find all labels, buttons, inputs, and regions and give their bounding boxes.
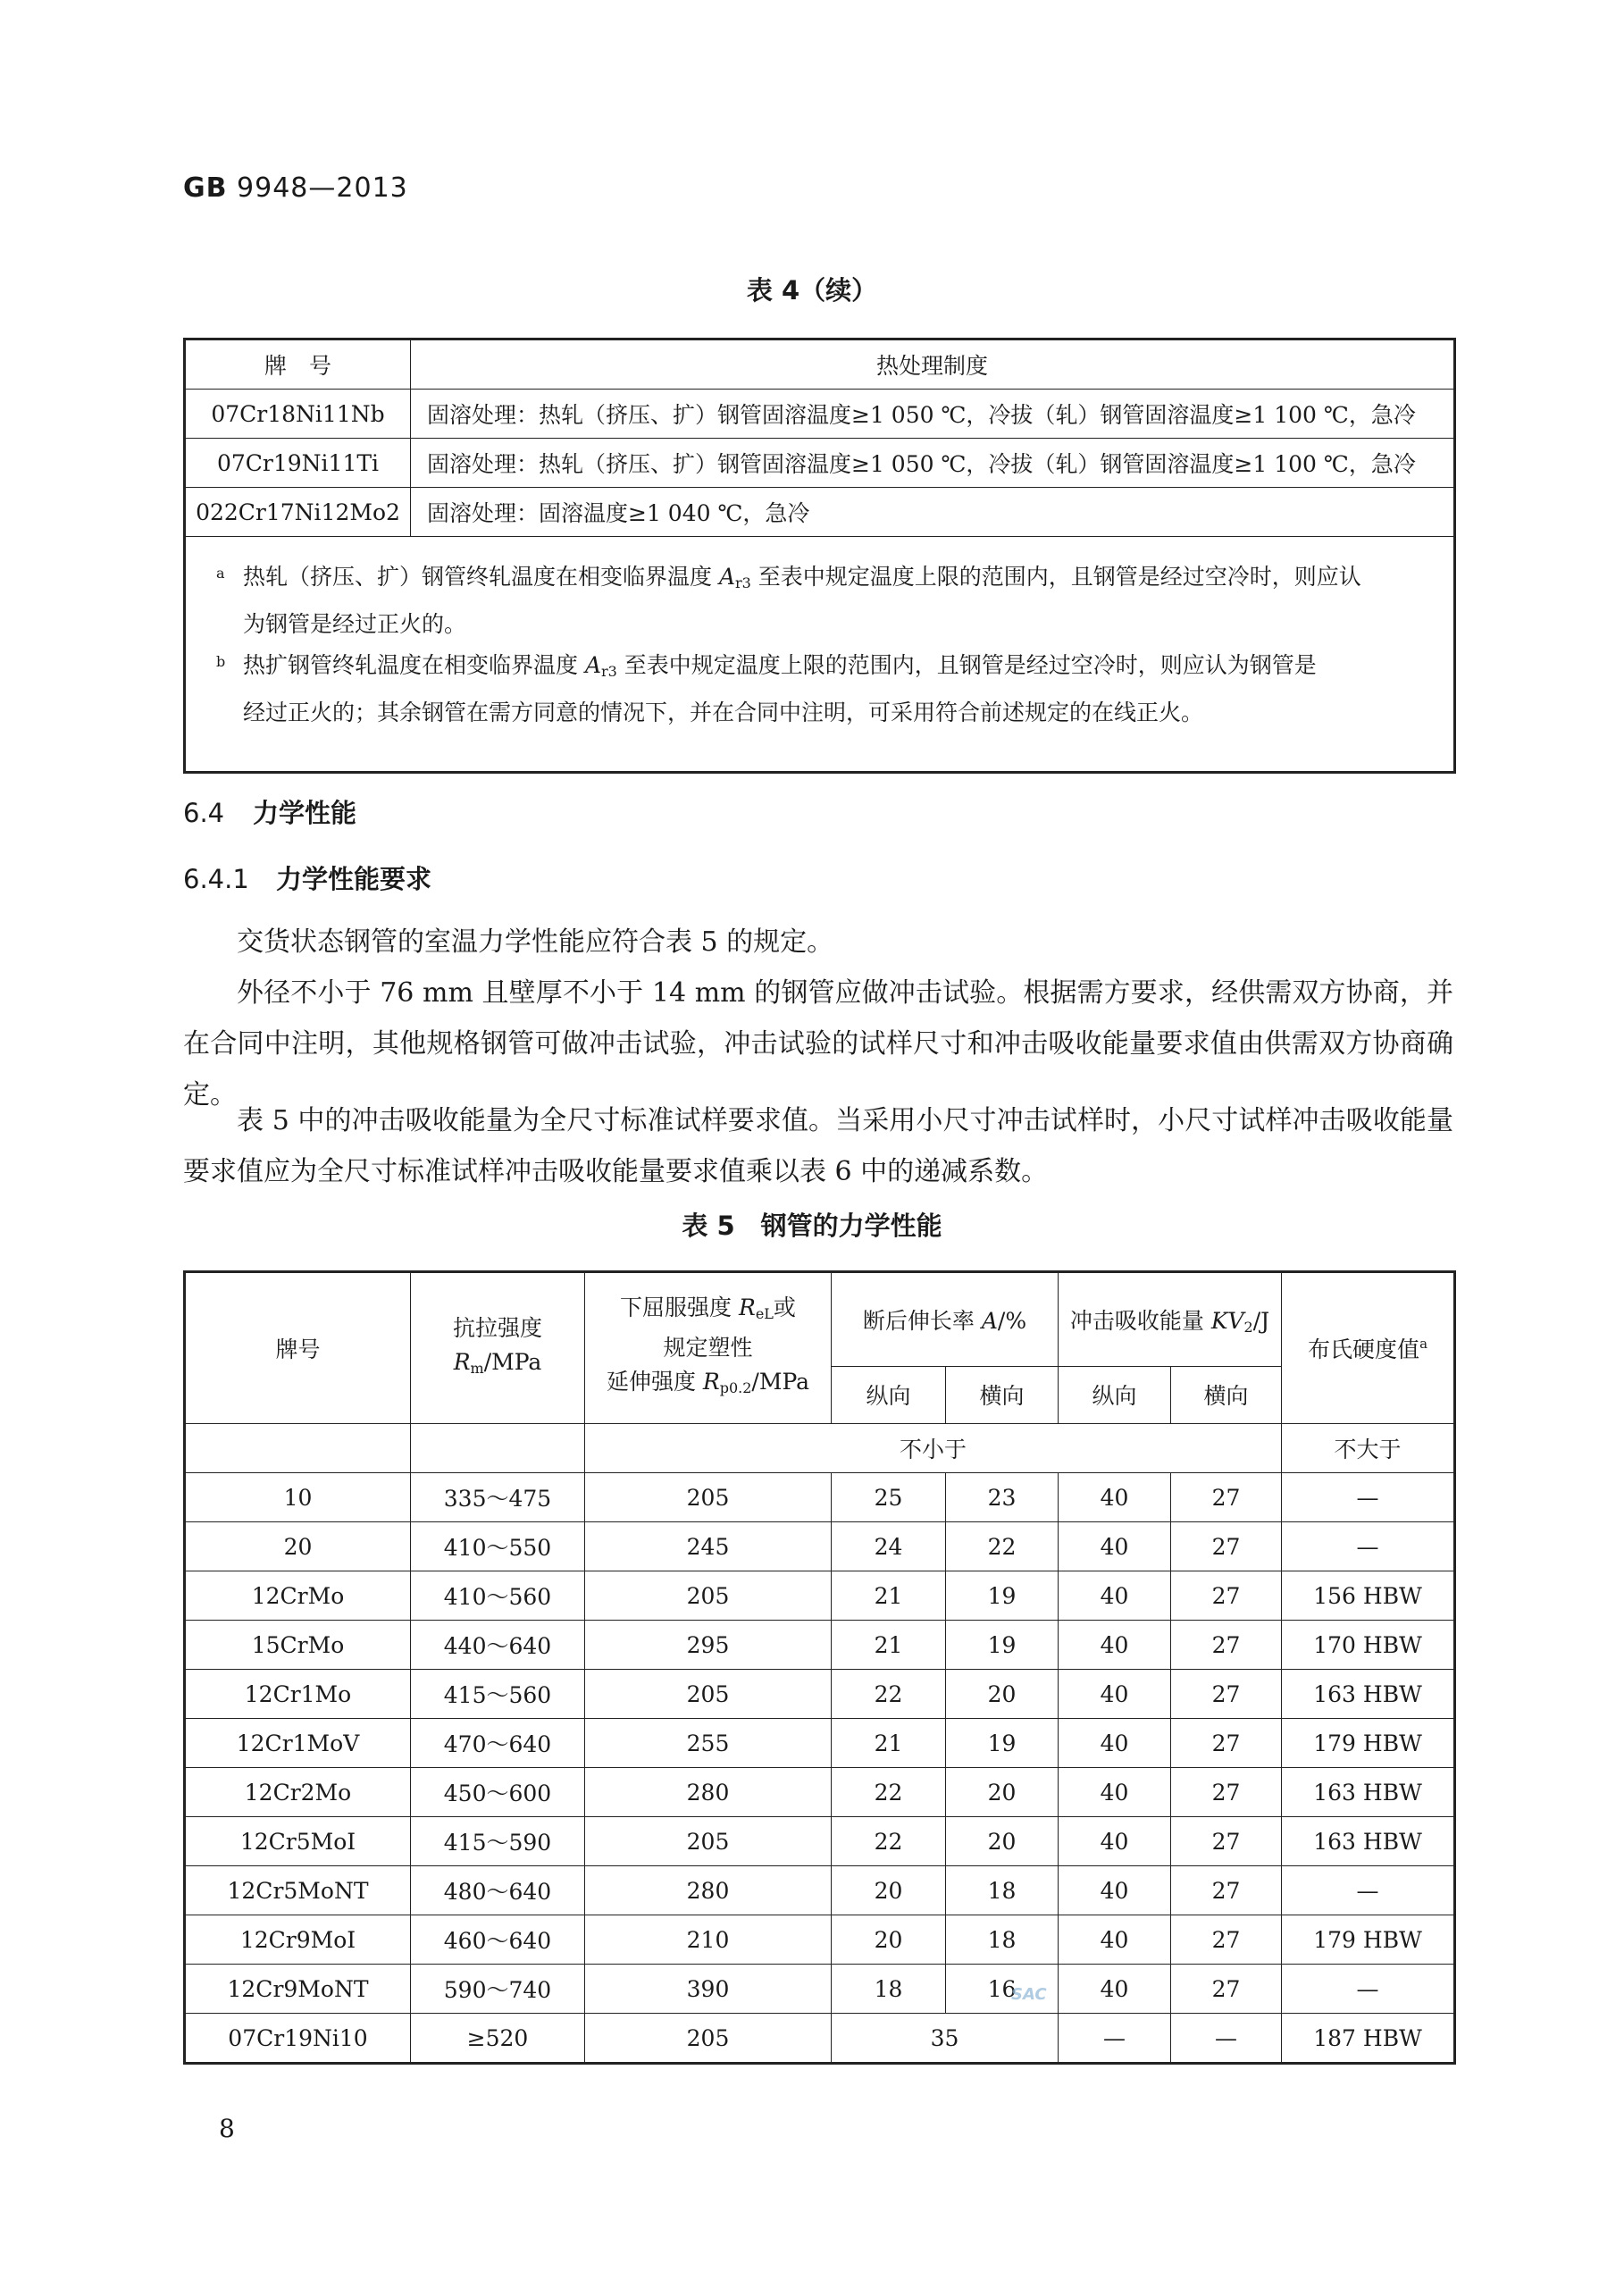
table4-col-grade: 牌 号 bbox=[185, 339, 411, 390]
elong-t-cell: 18 bbox=[946, 1866, 1059, 1915]
unit-label: /J bbox=[1252, 1307, 1270, 1334]
elong-l-cell: 21 bbox=[832, 1621, 946, 1670]
table4-notes-row bbox=[185, 537, 1455, 773]
table-row bbox=[185, 1719, 1455, 1768]
tensile-spacer bbox=[411, 1424, 585, 1473]
impact-t-cell: 27 bbox=[1171, 1571, 1282, 1621]
table5-col-tensile bbox=[411, 1272, 585, 1424]
elong-l-cell: 22 bbox=[832, 1768, 946, 1817]
table5-col-elongation bbox=[832, 1272, 1059, 1367]
elong-longitudinal: 纵向 bbox=[832, 1366, 946, 1423]
unit-label: /% bbox=[997, 1307, 1027, 1334]
tensile-cell: ≥520 bbox=[411, 2014, 585, 2064]
grade-cell: 12Cr9MoNT bbox=[185, 1965, 411, 2014]
table-row bbox=[185, 1670, 1455, 1719]
tensile-cell: 335～475 bbox=[411, 1473, 585, 1522]
impact-t-cell: 27 bbox=[1171, 1719, 1282, 1768]
unit-label: /MPa bbox=[751, 1369, 810, 1395]
tensile-unit-line bbox=[411, 1345, 584, 1386]
elong-l-cell: 18 bbox=[832, 1965, 946, 2014]
elong-t-cell: 16 bbox=[946, 1965, 1059, 2014]
symbol-subscript: r3 bbox=[601, 663, 617, 680]
table-row bbox=[185, 1965, 1455, 2014]
symbol-subscript: 2 bbox=[1243, 1318, 1253, 1336]
hardness-cell: 170 HBW bbox=[1282, 1621, 1455, 1670]
yield-cell: 390 bbox=[585, 1965, 832, 2014]
elong-l-cell: 20 bbox=[832, 1866, 946, 1915]
grade-cell: 12Cr1MoV bbox=[185, 1719, 411, 1768]
footnote-b-text: 热扩钢管终轧温度在相变临界温度 bbox=[243, 652, 585, 678]
yield-line-3 bbox=[585, 1365, 831, 1405]
table-row bbox=[185, 2014, 1455, 2064]
grade-cell: 07Cr18Ni11Nb bbox=[185, 390, 411, 439]
grade-cell: 12Cr1Mo bbox=[185, 1670, 411, 1719]
yield-label: 下屈服强度 bbox=[620, 1295, 739, 1320]
table-row bbox=[185, 1522, 1455, 1571]
paragraph-1: 交货状态钢管的室温力学性能应符合表 5 的规定。 bbox=[237, 926, 834, 958]
paragraph-3: 表 5 中的冲击吸收能量为全尺寸标准试样要求值。当采用小尺寸冲击试样时，小尺寸试样冲击吸收能量要求值应为全尺寸标准试样冲击吸收能量要求值乘以表 6 中的递减系数。 bbox=[183, 1105, 1453, 1187]
section-heading-6-4 bbox=[183, 793, 356, 830]
tensile-cell: 410～550 bbox=[411, 1522, 585, 1571]
table-row bbox=[185, 390, 1455, 439]
impact-l-cell: 40 bbox=[1059, 1473, 1171, 1522]
symbol-r: R bbox=[739, 1295, 756, 1320]
table-row bbox=[185, 1571, 1455, 1621]
impact-t-cell: 27 bbox=[1171, 1915, 1282, 1965]
table5-col-hardness bbox=[1282, 1272, 1455, 1424]
impact-l-cell: 40 bbox=[1059, 1719, 1171, 1768]
footnote-b-line2: 经过正火的；其余钢管在需方同意的情况下，并在合同中注明，可采用符合前述规定的在线正火。 bbox=[243, 700, 1204, 725]
impact-t-cell: 27 bbox=[1171, 1817, 1282, 1866]
yield-cell: 205 bbox=[585, 1473, 832, 1522]
table4-caption: 表 4（续） bbox=[746, 275, 878, 306]
elong-t-cell: 20 bbox=[946, 1768, 1059, 1817]
elong-t-cell: 19 bbox=[946, 1719, 1059, 1768]
footnote-b-text-cont: 至表中规定温度上限的范围内，且钢管是经过空冷时，则应认为钢管是 bbox=[616, 652, 1317, 678]
impact-l-cell: — bbox=[1059, 2014, 1171, 2064]
tensile-cell: 590～740 bbox=[411, 1965, 585, 2014]
table-row bbox=[185, 488, 1455, 537]
table5-col-impact bbox=[1059, 1272, 1282, 1367]
impact-l-cell: 40 bbox=[1059, 1571, 1171, 1621]
symbol-r: R bbox=[702, 1369, 720, 1395]
grade-cell: 15CrMo bbox=[185, 1621, 411, 1670]
section-title: 力学性能 bbox=[253, 798, 357, 828]
hardness-cell: — bbox=[1282, 1866, 1455, 1915]
grade-cell: 12Cr2Mo bbox=[185, 1768, 411, 1817]
grade-cell: 12Cr9MoI bbox=[185, 1915, 411, 1965]
symbol-subscript: eL bbox=[755, 1305, 774, 1322]
impact-t-cell: — bbox=[1171, 2014, 1282, 2064]
impact-t-cell: 27 bbox=[1171, 1621, 1282, 1670]
tensile-cell: 470～640 bbox=[411, 1719, 585, 1768]
hardness-cell: — bbox=[1282, 1965, 1455, 2014]
elong-l-cell: 24 bbox=[832, 1522, 946, 1571]
hardness-cell: 163 HBW bbox=[1282, 1670, 1455, 1719]
yield-cell: 205 bbox=[585, 2014, 832, 2064]
impact-t-cell: 27 bbox=[1171, 1473, 1282, 1522]
symbol-subscript: r3 bbox=[735, 574, 751, 591]
yield-cell: 205 bbox=[585, 1571, 832, 1621]
tensile-cell: 440～640 bbox=[411, 1621, 585, 1670]
section-title: 力学性能要求 bbox=[276, 864, 432, 894]
unit-label: /MPa bbox=[483, 1348, 542, 1375]
footnote-a bbox=[216, 557, 1437, 604]
table5-col-yield bbox=[585, 1272, 832, 1424]
impact-l-cell: 40 bbox=[1059, 1670, 1171, 1719]
impact-l-cell: 40 bbox=[1059, 1965, 1171, 2014]
hardness-cell: 163 HBW bbox=[1282, 1768, 1455, 1817]
treatment-cell: 固溶处理：固溶温度≥1 040 ℃，急冷 bbox=[411, 488, 1455, 537]
footnote-a-mark: a bbox=[216, 565, 225, 582]
elong-t-cell: 20 bbox=[946, 1817, 1059, 1866]
impact-longitudinal: 纵向 bbox=[1059, 1366, 1171, 1423]
symbol-subscript: p0.2 bbox=[719, 1379, 752, 1396]
elongation-cell: 35 bbox=[832, 2014, 1059, 2064]
tensile-cell: 410～560 bbox=[411, 1571, 585, 1621]
tensile-cell: 415～590 bbox=[411, 1817, 585, 1866]
table4-header-row bbox=[185, 339, 1455, 390]
watermark-logo: SAC bbox=[1011, 1985, 1047, 2004]
elong-l-cell: 25 bbox=[832, 1473, 946, 1522]
symbol-subscript: m bbox=[470, 1359, 484, 1377]
table4-col-treatment: 热处理制度 bbox=[411, 339, 1455, 390]
symbol-r: R bbox=[453, 1348, 471, 1375]
footnote-a-text: 热轧（挤压、扩）钢管终轧温度在相变临界温度 bbox=[243, 564, 719, 590]
section-number: 6.4 bbox=[183, 798, 225, 828]
table5-header-row-1 bbox=[185, 1272, 1455, 1367]
tensile-label: 抗拉强度 bbox=[452, 1314, 542, 1341]
elong-t-cell: 23 bbox=[946, 1473, 1059, 1522]
hardness-cell: 163 HBW bbox=[1282, 1817, 1455, 1866]
table5-caption: 表 5 钢管的力学性能 bbox=[682, 1211, 942, 1241]
yield-cell: 245 bbox=[585, 1522, 832, 1571]
grade-cell: 10 bbox=[185, 1473, 411, 1522]
hardness-cell: 156 HBW bbox=[1282, 1571, 1455, 1621]
impact-l-cell: 40 bbox=[1059, 1915, 1171, 1965]
grade-spacer bbox=[185, 1424, 411, 1473]
standard-number: GB 9948—2013 bbox=[183, 172, 408, 204]
table-row bbox=[185, 1768, 1455, 1817]
grade-cell: 20 bbox=[185, 1522, 411, 1571]
treatment-cell: 固溶处理：热轧（挤压、扩）钢管固溶温度≥1 050 ℃，冷拔（轧）钢管固溶温度≥1 100 ℃，急冷 bbox=[411, 439, 1455, 488]
elong-t-cell: 19 bbox=[946, 1571, 1059, 1621]
section-number: 6.4.1 bbox=[183, 864, 249, 894]
hardness-cell: 179 HBW bbox=[1282, 1719, 1455, 1768]
footnote-b-mark: b bbox=[216, 653, 226, 670]
grade-cell: 07Cr19Ni10 bbox=[185, 2014, 411, 2064]
table-row bbox=[185, 1915, 1455, 1965]
page-number: 8 bbox=[219, 2114, 235, 2143]
footnote-a-line2: 为钢管是经过正火的。 bbox=[243, 611, 467, 637]
yield-cell: 280 bbox=[585, 1768, 832, 1817]
hardness-cell: 179 HBW bbox=[1282, 1915, 1455, 1965]
not-more-than: 不大于 bbox=[1282, 1424, 1455, 1473]
table5 bbox=[183, 1270, 1456, 2065]
section-heading-6-4-1 bbox=[183, 859, 431, 896]
grade-cell: 022Cr17Ni12Mo2 bbox=[185, 488, 411, 537]
hardness-cell: — bbox=[1282, 1473, 1455, 1522]
tensile-cell: 415～560 bbox=[411, 1670, 585, 1719]
elong-l-cell: 22 bbox=[832, 1817, 946, 1866]
impact-l-cell: 40 bbox=[1059, 1621, 1171, 1670]
yield-cell: 205 bbox=[585, 1817, 832, 1866]
yield-line-2: 规定塑性 bbox=[663, 1335, 753, 1361]
yield-line-1 bbox=[585, 1291, 831, 1331]
table5-col-grade: 牌号 bbox=[185, 1272, 411, 1424]
elong-t-cell: 19 bbox=[946, 1621, 1059, 1670]
table4-notes bbox=[185, 537, 1455, 773]
table-row bbox=[185, 1866, 1455, 1915]
tensile-cell: 480～640 bbox=[411, 1866, 585, 1915]
paragraph-2: 外径不小于 76 mm 且壁厚不小于 14 mm 的钢管应做冲击试验。根据需方要求，经供需双方协商，并在合同中注明，其他规格钢管可做冲击试验，冲击试验的试样尺寸和冲击吸收能量要求值由供需双方协商确定。 bbox=[183, 977, 1453, 1110]
table5-body bbox=[185, 1473, 1455, 2014]
yield-cell: 210 bbox=[585, 1915, 832, 1965]
grade-cell: 12Cr5MoNT bbox=[185, 1866, 411, 1915]
yield-cell: 295 bbox=[585, 1621, 832, 1670]
yield-label-2: 延伸强度 bbox=[606, 1369, 703, 1395]
hardness-cell: — bbox=[1282, 1522, 1455, 1571]
hardness-cell: 187 HBW bbox=[1282, 2014, 1455, 2064]
elong-l-cell: 22 bbox=[832, 1670, 946, 1719]
elong-t-cell: 20 bbox=[946, 1670, 1059, 1719]
elong-l-cell: 20 bbox=[832, 1915, 946, 1965]
footnote-mark: a bbox=[1419, 1336, 1428, 1352]
symbol-a: A bbox=[584, 652, 602, 678]
impact-l-cell: 40 bbox=[1059, 1522, 1171, 1571]
treatment-cell: 固溶处理：热轧（挤压、扩）钢管固溶温度≥1 050 ℃，冷拔（轧）钢管固溶温度≥1 100 ℃，急冷 bbox=[411, 390, 1455, 439]
symbol-a: A bbox=[981, 1307, 998, 1334]
impact-t-cell: 27 bbox=[1171, 1866, 1282, 1915]
impact-transverse: 横向 bbox=[1171, 1366, 1282, 1423]
tensile-cell: 450～600 bbox=[411, 1768, 585, 1817]
elong-l-cell: 21 bbox=[832, 1719, 946, 1768]
impact-t-cell: 27 bbox=[1171, 1965, 1282, 2014]
table4 bbox=[183, 338, 1456, 774]
elong-l-cell: 21 bbox=[832, 1571, 946, 1621]
yield-cell: 255 bbox=[585, 1719, 832, 1768]
impact-l-cell: 40 bbox=[1059, 1817, 1171, 1866]
yield-or: 或 bbox=[773, 1295, 796, 1320]
elong-t-cell: 22 bbox=[946, 1522, 1059, 1571]
table-row bbox=[185, 1817, 1455, 1866]
hardness-label: 布氏硬度值 bbox=[1308, 1337, 1420, 1362]
footnote-b bbox=[216, 645, 1437, 692]
symbol-kv: KV bbox=[1210, 1307, 1244, 1334]
impact-t-cell: 27 bbox=[1171, 1522, 1282, 1571]
table-row bbox=[185, 1473, 1455, 1522]
not-less-than: 不小于 bbox=[585, 1424, 1282, 1473]
grade-cell: 12Cr5MoI bbox=[185, 1817, 411, 1866]
table-row bbox=[185, 1621, 1455, 1670]
yield-cell: 280 bbox=[585, 1866, 832, 1915]
grade-cell: 07Cr19Ni11Ti bbox=[185, 439, 411, 488]
impact-label: 冲击吸收能量 bbox=[1069, 1307, 1211, 1334]
elong-transverse: 横向 bbox=[946, 1366, 1059, 1423]
table-row bbox=[185, 439, 1455, 488]
impact-l-cell: 40 bbox=[1059, 1768, 1171, 1817]
grade-cell: 12CrMo bbox=[185, 1571, 411, 1621]
symbol-a: A bbox=[718, 564, 736, 590]
elongation-label: 断后伸长率 bbox=[862, 1307, 982, 1334]
impact-l-cell: 40 bbox=[1059, 1866, 1171, 1915]
footnote-a-text-cont: 至表中规定温度上限的范围内，且钢管是经过空冷时，则应认 bbox=[750, 564, 1361, 590]
impact-t-cell: 27 bbox=[1171, 1670, 1282, 1719]
yield-cell: 205 bbox=[585, 1670, 832, 1719]
tensile-cell: 460～640 bbox=[411, 1915, 585, 1965]
elong-t-cell: 18 bbox=[946, 1915, 1059, 1965]
table5-header-row-3 bbox=[185, 1424, 1455, 1473]
impact-t-cell: 27 bbox=[1171, 1768, 1282, 1817]
